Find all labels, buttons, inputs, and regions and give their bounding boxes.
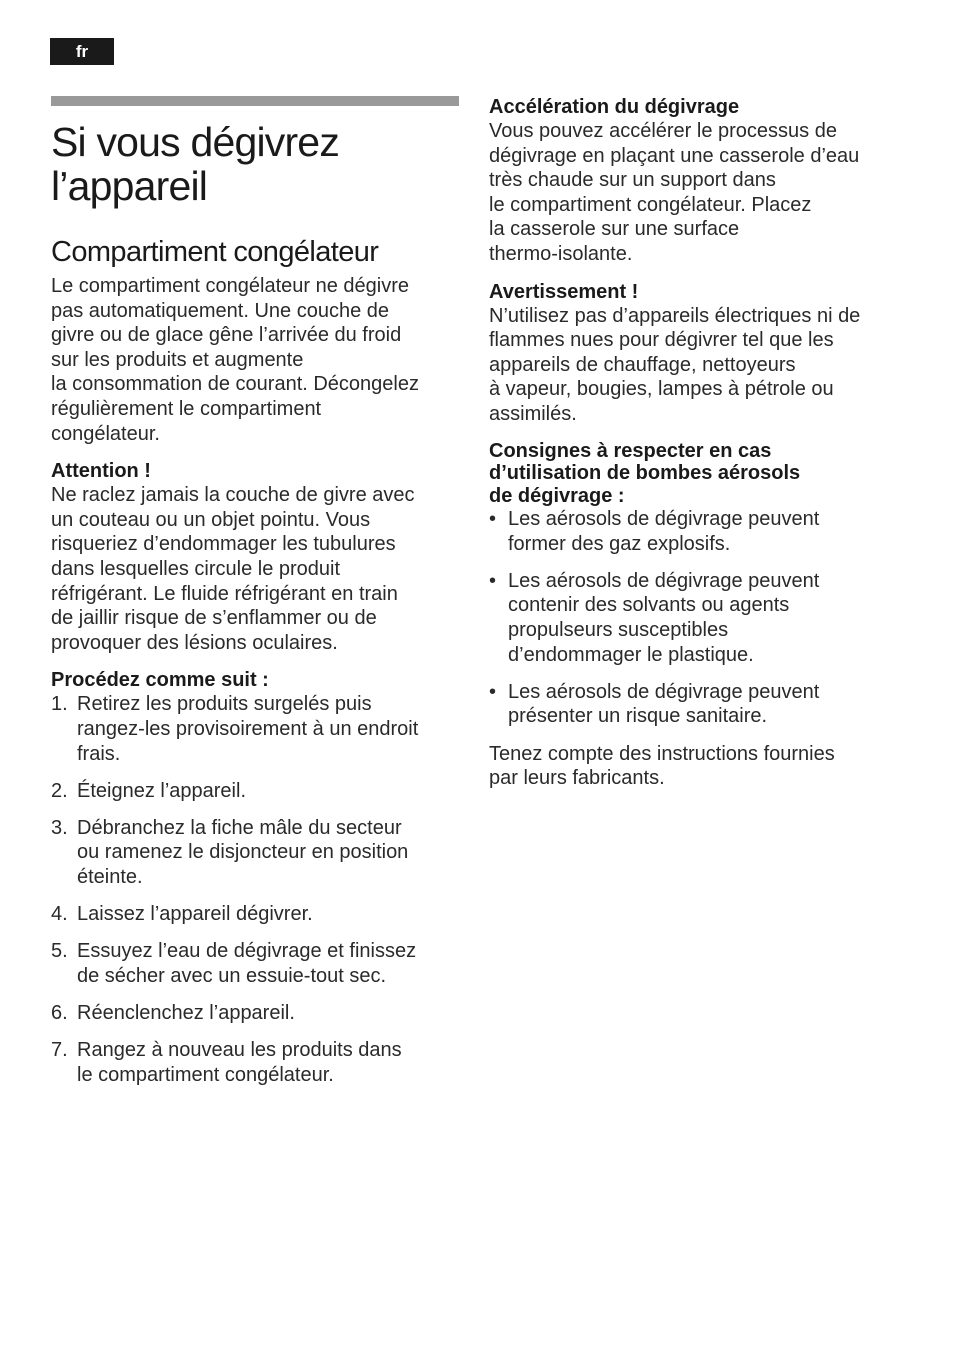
step-item: 6. Réenclenchez l’appareil. xyxy=(51,1002,295,1025)
attention-paragraph: Ne raclez jamais la couche de givre avec un couteau ou un objet pointu. Vous risqueriez d’endommager les tubulures dans lesquelles circule le produit réfrigérant. Le fluide réfrigérant en train de jaillir risque de s’enflammer ou de provoquer des lésions oculaires. xyxy=(51,484,415,654)
consignes-heading: Consignes à respecter en cas d’utilisation de bombes aérosols de dégivrage : xyxy=(489,439,801,507)
bullet-item: • Les aérosols de dégivrage peuvent présenter un risque sanitaire. xyxy=(489,680,820,728)
intro-paragraph: Le compartiment congélateur ne dégivre pas automatiquement. Une couche de givre ou de glace gêne l’arrivée du froid sur les produits et augmente la consommation de courant. Décongelez régulièrement le compartiment congélateur. xyxy=(51,275,419,445)
step-item: 2. Éteignez l’appareil. xyxy=(51,779,246,802)
title-line-1: Si vous dégivrez xyxy=(51,119,340,165)
closing-paragraph: Tenez compte des instructions fournies par leurs fabricants. xyxy=(489,742,835,790)
title-rule xyxy=(51,96,459,106)
language-tab: fr xyxy=(50,38,114,65)
warning-paragraph: N’utilisez pas d’appareils électriques ni de flammes nues pour dégivrer tel que les appareils de chauffage, nettoyeurs à vapeur, bougies, lampes à pétrole ou assimilés. xyxy=(489,304,861,425)
step-item: 7. Rangez à nouveau les produits dans le compartiment congélateur. xyxy=(51,1039,402,1086)
bullet-item: • Les aérosols de dégivrage peuvent contenir des solvants ou agents propulseurs susceptibles d’endommager le plastique. xyxy=(489,569,820,666)
procedure-heading: Procédez comme suit : xyxy=(51,669,269,692)
title-line-2: l’appareil xyxy=(51,163,208,209)
step-item: 3. Débranchez la fiche mâle du secteur ou ramenez le disjoncteur en position éteinte. xyxy=(51,816,409,889)
attention-heading: Attention ! xyxy=(51,460,151,483)
procedure-steps xyxy=(51,692,461,1087)
bullet-item: • Les aérosols de dégivrage peuvent former des gaz explosifs. xyxy=(489,508,820,555)
section-heading: Compartiment congélateur xyxy=(51,236,379,268)
left-column xyxy=(51,96,461,1100)
acceleration-paragraph: Vous pouvez accélérer le processus de dégivrage en plaçant une casserole d’eau très chaude sur un support dans le compartiment congélateur. Placez la casserole sur une surface thermo-isolante. xyxy=(489,120,860,265)
step-item: 5. Essuyez l’eau de dégivrage et finissez de sécher avec un essuie-tout sec. xyxy=(51,940,417,988)
step-item: 4. Laissez l’appareil dégivrer. xyxy=(51,903,313,926)
warning-heading: Avertissement ! xyxy=(489,280,639,303)
acceleration-heading: Accélération du dégivrage xyxy=(489,96,740,118)
right-column xyxy=(489,95,909,791)
step-item: 1. Retirez les produits surgelés puis rangez-les provisoirement à un endroit frais. xyxy=(51,693,419,765)
aerosol-bullets xyxy=(489,507,909,729)
page-title xyxy=(51,120,461,208)
